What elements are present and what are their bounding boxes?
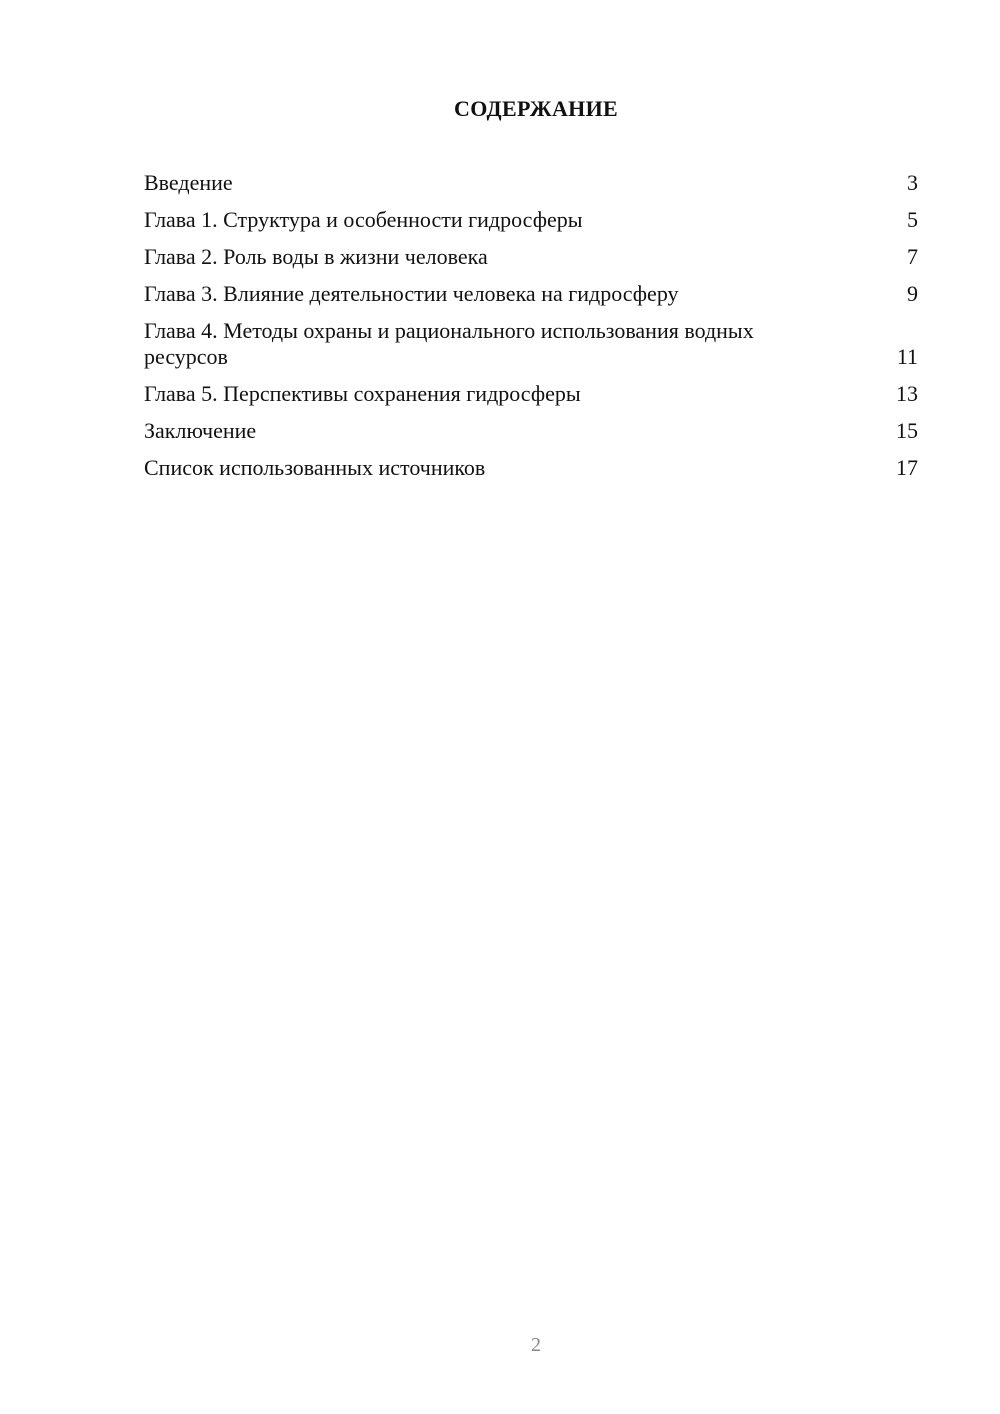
toc-item-label: Глава 3. Влияние деятельностии человека на гидросферу [144,281,679,306]
toc-item-label: Список использованных источников [144,455,486,480]
toc-list [144,170,918,492]
toc-item-label: Глава 2. Роль воды в жизни человека [144,244,488,269]
toc-item-chapter-4[interactable] [144,318,918,370]
page-number: 2 [531,1334,541,1356]
toc-item-label: Глава 4. Методы охраны и рационального использования водных ресурсов [144,318,754,369]
toc-item-page: 13 [896,381,918,406]
toc-item-label: Глава 1. Структура и особенности гидросферы [144,207,583,232]
toc-item-chapter-3[interactable] [144,281,918,307]
toc-item-page: 3 [907,170,918,195]
toc-item-page: 9 [907,281,918,306]
toc-item-label: Заключение [144,418,257,443]
toc-item-page: 17 [896,455,918,480]
toc-item-page: 15 [896,418,918,443]
toc-item-references[interactable] [144,455,918,481]
toc-item-introduction[interactable] [144,170,918,196]
toc-item-chapter-2[interactable] [144,244,918,270]
toc-item-page: 11 [896,344,918,369]
toc-item-chapter-5[interactable] [144,381,918,407]
toc-item-label: Введение [144,170,233,195]
toc-item-page: 7 [907,244,918,269]
toc-item-chapter-1[interactable] [144,207,918,233]
toc-item-label: Глава 5. Перспективы сохранения гидросферы [144,381,581,406]
toc-title: СОДЕРЖАНИЕ [454,96,618,121]
toc-item-page: 5 [907,207,918,232]
toc-item-conclusion[interactable] [144,418,918,444]
